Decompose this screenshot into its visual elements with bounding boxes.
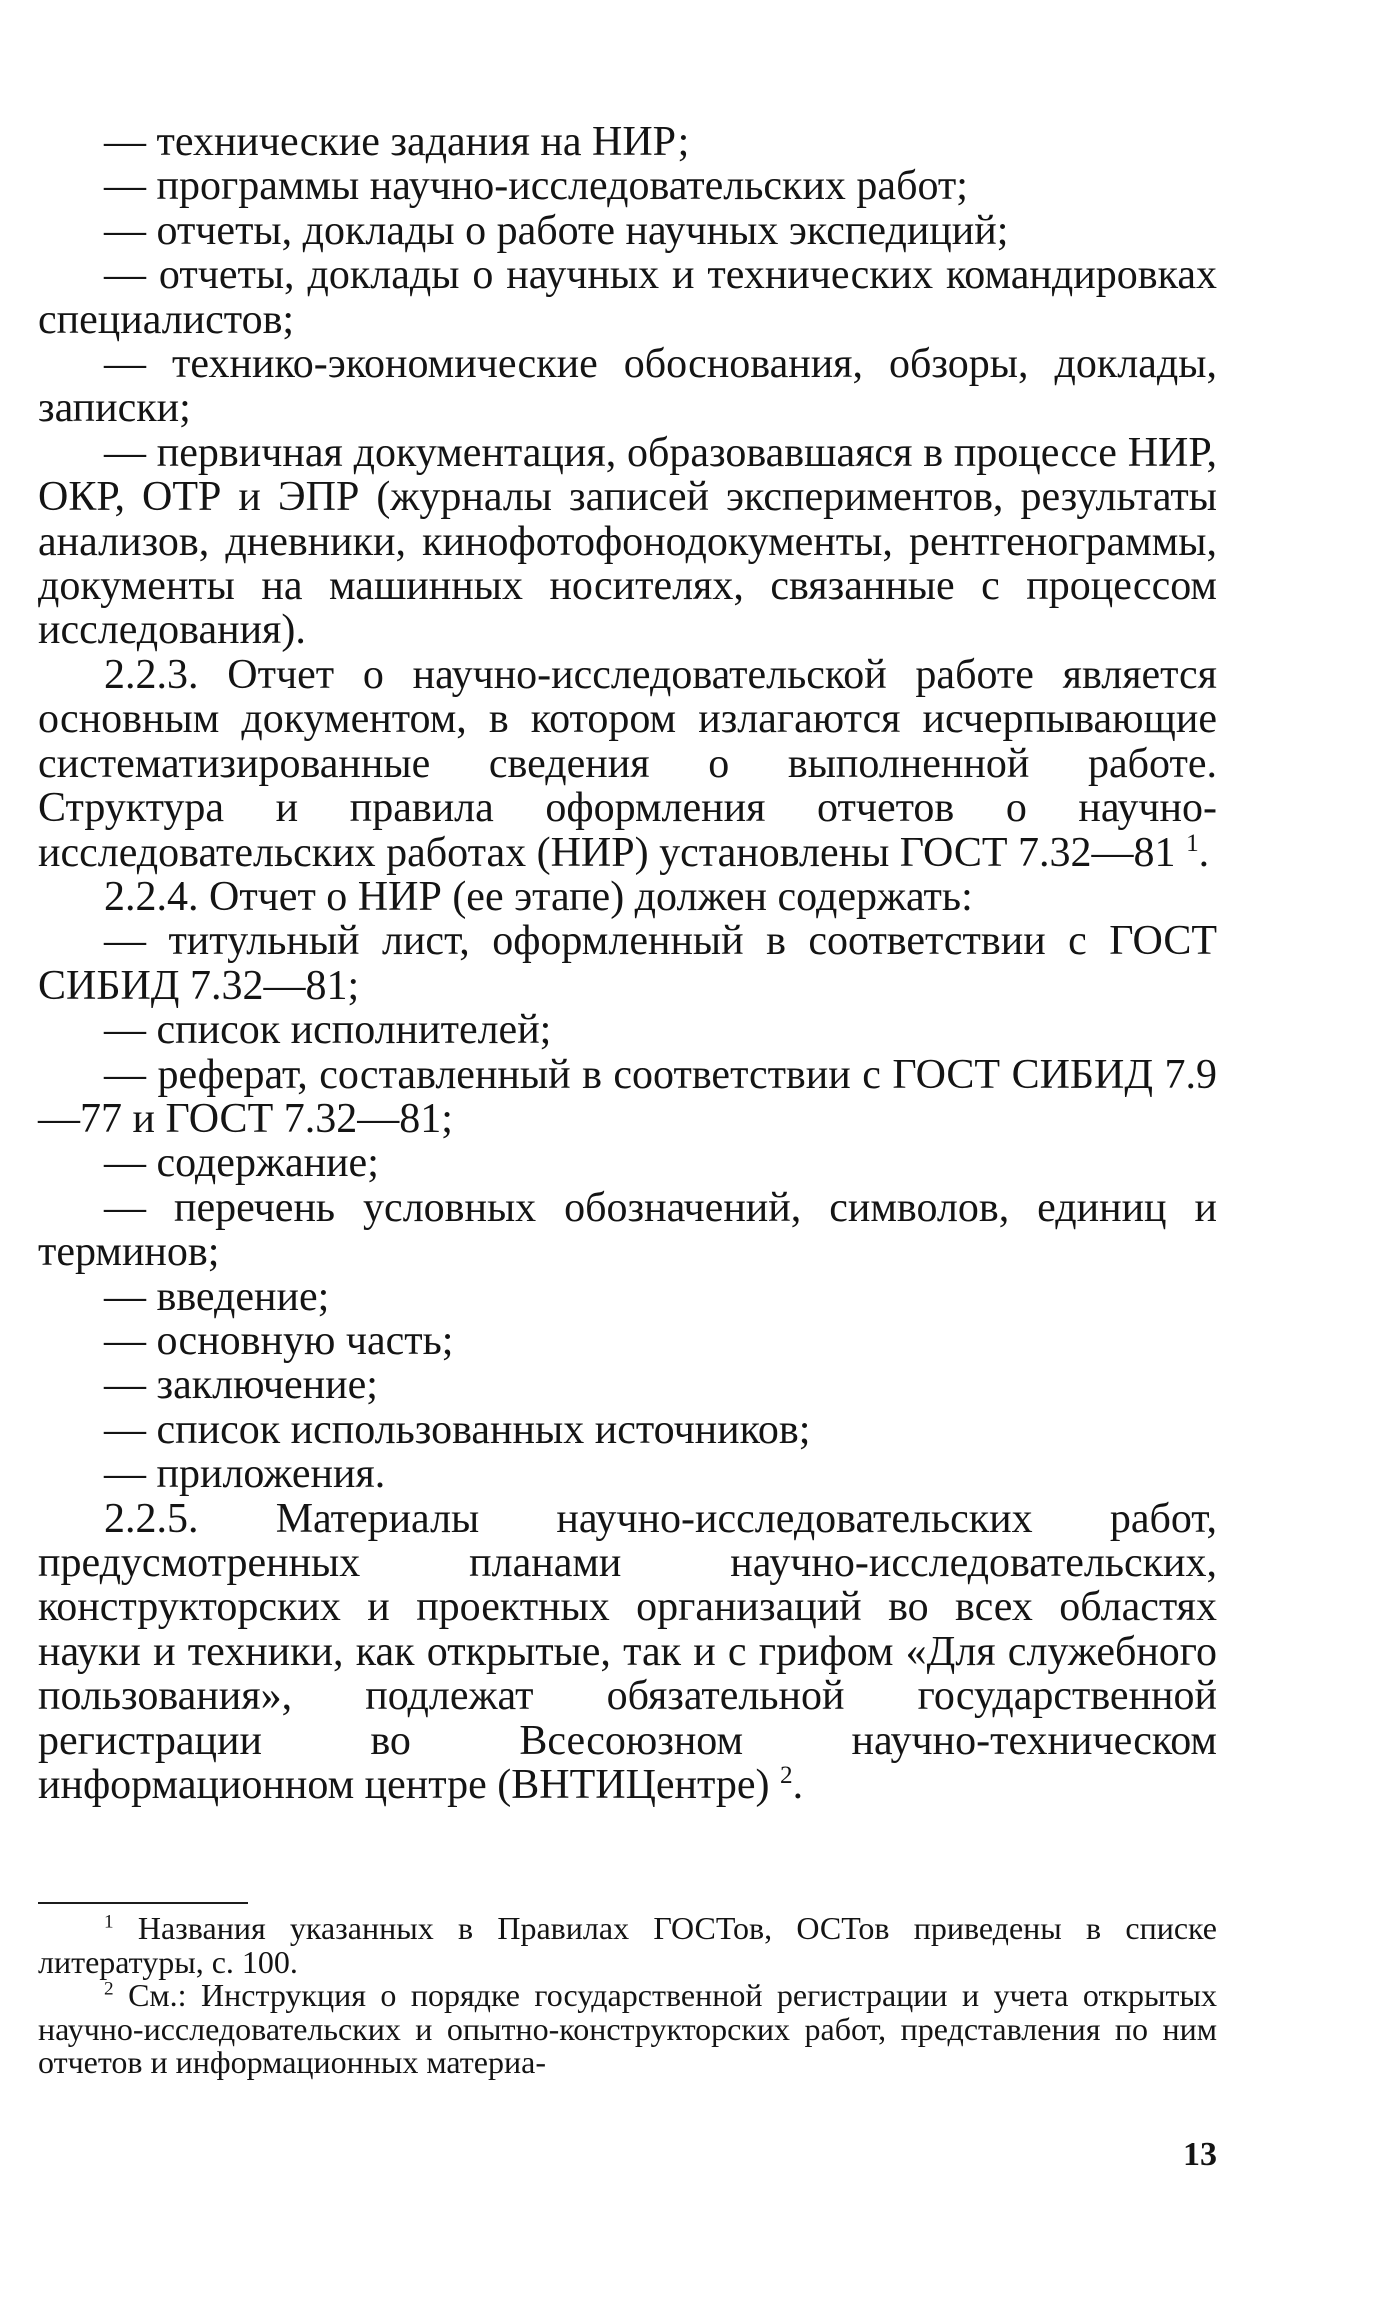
paragraph-2-2-5 <box>38 1497 1217 1808</box>
paragraph-2-2-3-text: 2.2.3. Отчет о научно-исследовательской работе является основным документом, в котором излагаются исчерпывающие систематизированные сведения о выполненной работе. Структура и правила оформления отчетов о научно-исследовательских работах (НИР) установлены ГОСТ 7.32—81 <box>38 651 1217 876</box>
footnote-2-marker: 2 <box>104 1978 114 2000</box>
list-item-contents: — содержание; <box>104 1140 379 1187</box>
list-item-main-part: — основную часть; <box>104 1317 454 1364</box>
list-item-conclusion: — заключение; <box>104 1362 378 1409</box>
footnote-divider <box>38 1902 248 1904</box>
list-item-expedition-reports: — отчеты, доклады о работе научных экспедиций; <box>104 207 1009 254</box>
list-item-appendices: — приложения. <box>104 1451 386 1498</box>
footnote-2 <box>38 1979 1217 2080</box>
list-item-trip-reports: — отчеты, доклады о научных и технических командировках специалистов; <box>38 252 1217 343</box>
list-item-feasibility-studies: — технико-экономические обоснования, обзоры, доклады, записки; <box>38 341 1217 432</box>
list-item-symbols: — перечень условных обозначений, символов, единиц и терминов; <box>38 1184 1217 1276</box>
footnote-ref-1: 1 <box>1186 829 1199 857</box>
footnote-1-text: Названия указанных в Правилах ГОСТов, ОСТов приведены в списке литературы, с. 100. <box>38 1910 1218 1980</box>
footnote-2-text: См.: Инструкция о порядке государственной регистрации и учета открытых научно-исследовательских и опытно-конструкторских работ, представления по ним отчетов и информационных материа- <box>38 1977 1218 2080</box>
list-item-executors: — список исполнителей; <box>104 1007 552 1054</box>
paragraph-2-2-5-end: . <box>792 1762 804 1809</box>
list-item-research-programs: — программы научно-исследовательских работ; <box>104 163 968 210</box>
list-item-introduction: — введение; <box>104 1273 330 1320</box>
list-item-technical-tasks: — технические задания на НИР; <box>104 119 690 165</box>
paragraph-2-2-3 <box>38 653 1217 875</box>
list-item-abstract: — реферат, составленный в соответствии с ГОСТ СИБИД 7.9—77 и ГОСТ 7.32—81; <box>38 1051 1217 1142</box>
footnotes <box>38 1912 1217 2080</box>
paragraph-2-2-3-end: . <box>1198 829 1210 876</box>
list-item-primary-documentation: — первичная документация, образовавшаяся в процессе НИР, ОКР, ОТР и ЭПР (журналы записей экспериментов, результаты анализов, дневники, кинофотофонодокументы, рентгенограммы, документы на машинных носителях, связанные с процессом исследования). <box>38 429 1217 654</box>
paragraph-2-2-4: 2.2.4. Отчет о НИР (ее этапе) должен содержать: <box>104 873 973 920</box>
page-number: 13 <box>1183 2136 1217 2173</box>
paragraph-2-2-5-text: 2.2.5. Материалы научно-исследовательских работ, предусмотренных планами научно-исследовательских, конструкторских и проектных организаций во всех областях науки и техники, как открытые, так и с грифом «Для служебного пользования», подлежат обязательной государственной регистрации во Всесоюзном научно-техническом информационном центре (ВНТИЦентре) <box>38 1495 1217 1809</box>
footnote-ref-2: 2 <box>780 1762 793 1790</box>
main-text <box>38 120 1217 1807</box>
list-item-references: — список использованных источников; <box>104 1406 811 1453</box>
footnote-1-marker: 1 <box>104 1911 114 1933</box>
list-item-title-page: — титульный лист, оформленный в соответствии с ГОСТ СИБИД 7.32—81; <box>38 918 1217 1009</box>
footnote-1 <box>38 1912 1217 1979</box>
